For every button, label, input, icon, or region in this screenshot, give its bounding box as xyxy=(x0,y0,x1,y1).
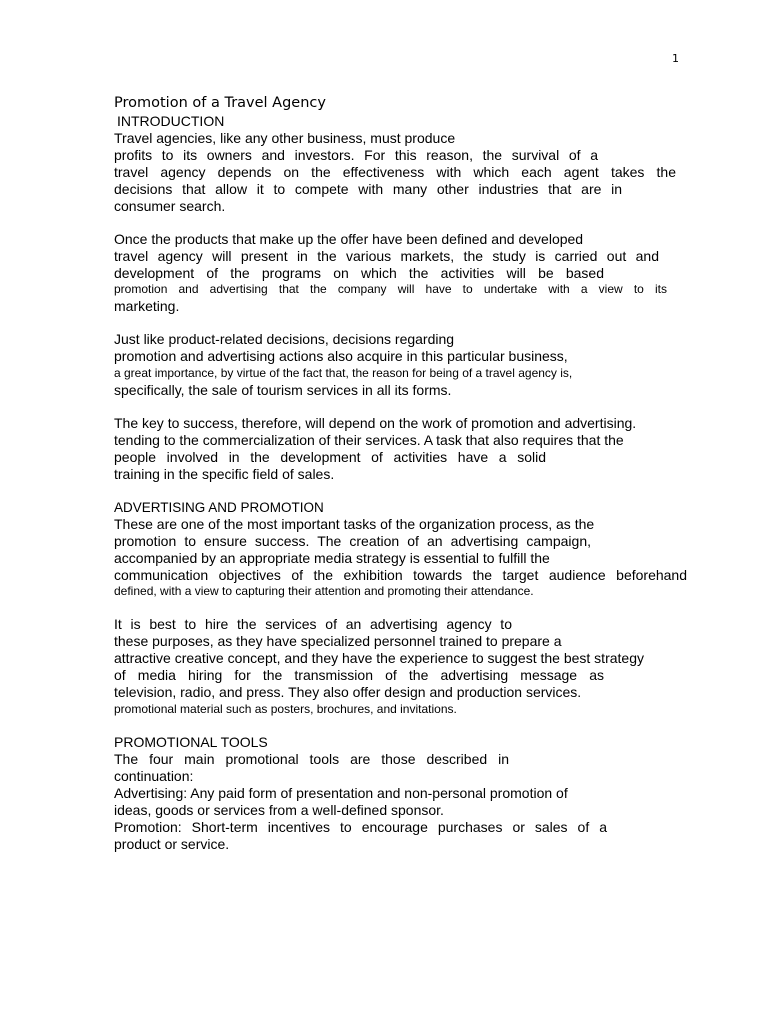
document-title: Promotion of a Travel Agency xyxy=(114,95,326,111)
text-line: Promotion: Short-term incentives to encourage purchases or sales of a xyxy=(114,819,607,835)
text-line: of media hiring for the transmission of the advertising message as xyxy=(114,667,604,683)
text-line: Just like product-related decisions, decisions regarding xyxy=(114,331,455,347)
text-line: promotion to ensure success. The creation of an advertising campaign, xyxy=(114,533,591,549)
text-line: accompanied by an appropriate media strategy is essential to fulfill the xyxy=(114,550,550,566)
text-line: these purposes, as they have specialized personnel trained to prepare a xyxy=(114,633,562,649)
text-line: These are one of the most important tasks of the organization process, as the xyxy=(114,516,595,532)
text-line: a great importance, by virtue of the fact that, the reason for being of a travel agency is, xyxy=(114,366,573,380)
text-line: attractive creative concept, and they have the experience to suggest the best strategy xyxy=(114,650,644,666)
text-line: marketing. xyxy=(114,298,180,314)
text-line: specifically, the sale of tourism services in all its forms. xyxy=(114,382,452,398)
text-line: development of the programs on which the activities will be based xyxy=(114,265,604,281)
text-line: product or service. xyxy=(114,836,230,852)
text-line: Once the products that make up the offer have been defined and developed xyxy=(114,231,584,247)
text-line: decisions that allow it to compete with many other industries that are in xyxy=(114,181,622,197)
text-line: continuation: xyxy=(114,768,194,784)
text-line: promotional material such as posters, brochures, and invitations. xyxy=(114,702,457,716)
text-line: communication objectives of the exhibition towards the target audience beforehand xyxy=(114,567,687,583)
section-heading-introduction: INTRODUCTION xyxy=(117,113,225,129)
text-line: ideas, goods or services from a well-defined sponsor. xyxy=(114,802,444,818)
section-heading-advertising-and-promotion: ADVERTISING AND PROMOTION xyxy=(114,500,324,515)
text-line: training in the specific field of sales. xyxy=(114,466,335,482)
text-line: television, radio, and press. They also offer design and production services. xyxy=(114,684,582,700)
text-line: travel agency will present in the various markets, the study is carried out and xyxy=(114,248,659,264)
text-line: travel agency depends on the effectiveness with which each agent takes the xyxy=(114,164,676,180)
text-line: promotion and advertising actions also acquire in this particular business, xyxy=(114,348,568,364)
text-line: Travel agencies, like any other business, must produce xyxy=(114,130,456,146)
section-heading-promotional-tools: PROMOTIONAL TOOLS xyxy=(114,734,268,750)
text-line: Advertising: Any paid form of presentation and non-personal promotion of xyxy=(114,785,568,801)
page-number: 1 xyxy=(672,52,679,65)
text-line: promotion and advertising that the company will have to undertake with a view to its xyxy=(114,282,667,296)
text-line: tending to the commercialization of their services. A task that also requires that the xyxy=(114,432,624,448)
text-line: The four main promotional tools are those described in xyxy=(114,751,509,767)
text-line: It is best to hire the services of an advertising agency to xyxy=(114,616,512,632)
text-line: consumer search. xyxy=(114,198,226,214)
text-line: The key to success, therefore, will depend on the work of promotion and advertising. xyxy=(114,415,637,431)
text-line: people involved in the development of activities have a solid xyxy=(114,449,546,465)
text-line: profits to its owners and investors. For this reason, the survival of a xyxy=(114,147,598,163)
text-line: defined, with a view to capturing their attention and promoting their attendance. xyxy=(114,584,534,598)
